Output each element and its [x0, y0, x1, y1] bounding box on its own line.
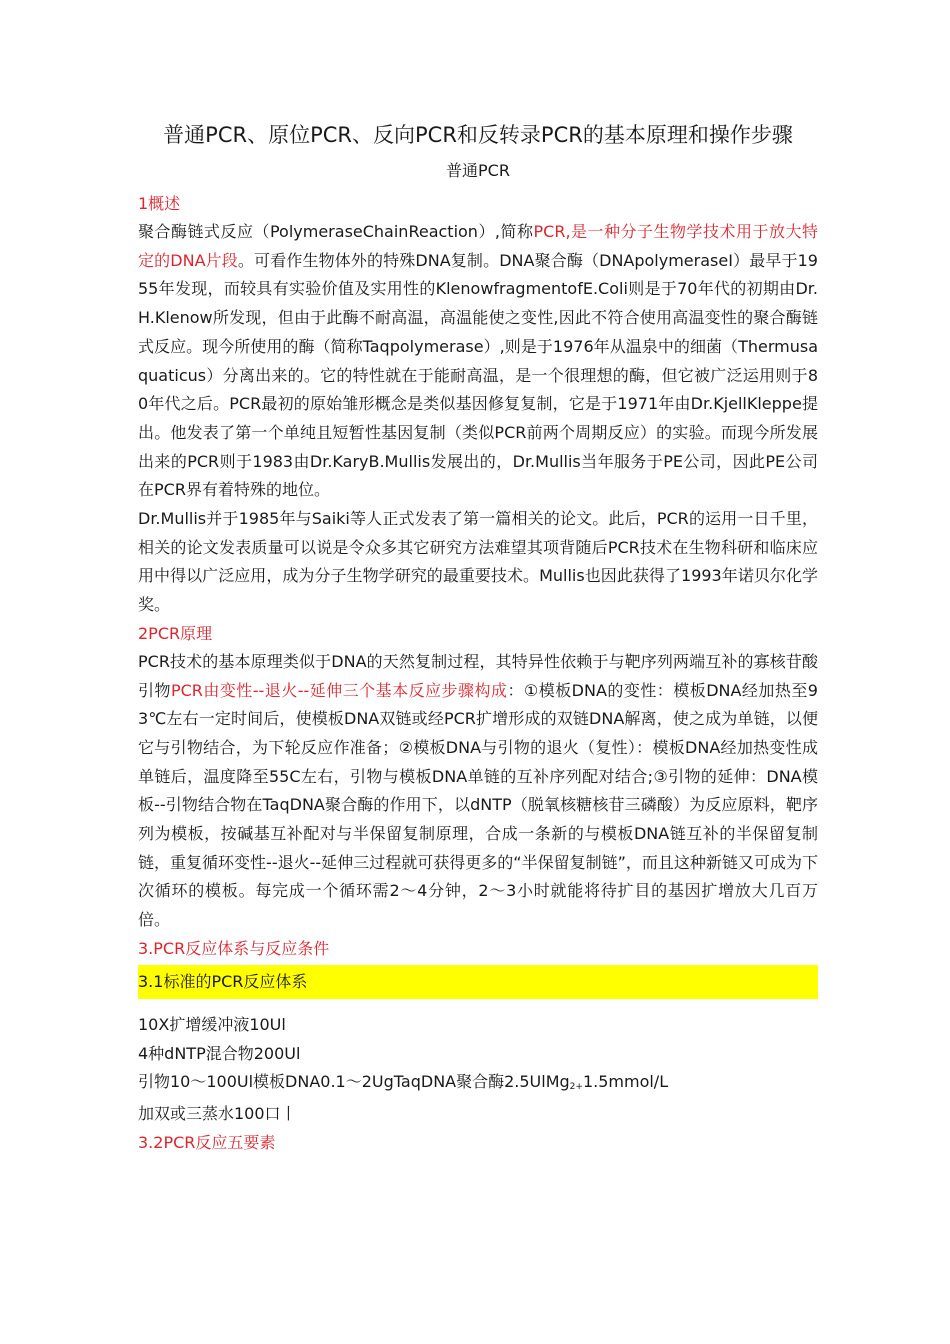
text-span: 聚合酶链式反应（PolymeraseChainReaction）,简称 — [138, 222, 534, 241]
highlight-red-text: PCR由变性--退火--延伸三个基本反应步骤构成 — [170, 680, 508, 700]
heading-principle: 2PCR原理 — [138, 623, 213, 643]
text-span: 1.5mmol/L — [582, 1072, 669, 1092]
paragraph-overview-1 — [138, 218, 818, 505]
reagent-line: 加双或三蒸水100口丨 — [138, 1103, 297, 1123]
highlighted-subheading: 3.1标准的PCR反应体系 — [138, 965, 818, 999]
heading-five-elements: 3.2PCR反应五要素 — [138, 1132, 276, 1152]
highlight-red-text: PCR,是一种分子生物学技术用于放大特定的DNA片段 — [138, 222, 818, 270]
text-span: PCR技术的基本原理类似于DNA的天然复制过程，其特异性依赖于与靶序列两端互补的寡核苷酸引物 — [138, 651, 818, 700]
section-subtitle: 普通PCR — [446, 161, 510, 180]
paragraph-principle — [138, 648, 818, 935]
text-span: ：①模板DNA的变性：模板DNA经加热至93℃左右一定时间后，使模板DNA双链或经PCR扩增形成的双链DNA解离，使之成为单链，以便它与引物结合，为下轮反应作准备；②模板DNA与引物的退火（复性）：模板DNA经加热变性成单链后，温度降至55C左右，引物与模板DNA单链的互补序列配对结合;③引物的延伸：DNA模板--引物结合物在TaqDNA聚合酶的作用下，以dNTP（脱氧核糖核苷三磷酸）为反应原料，靶序列为模板，按碱基互补配对与半保留复制原理，合成一条新的与模板DNA链互补的半保留复制链，重复循环变性--退火--延伸三过程就可获得更多的“半保留复制链”，而且这种新链又可成为下次循环的模板。每完成一个循环需2〜4分钟，2〜3小时就能将待扩目的基因扩增放大几百万倍。 — [138, 680, 818, 930]
text-span: 引物10〜100Ul模板DNA0.1〜2UgTaqDNA聚合酶2.5UlMg — [138, 1072, 570, 1092]
subscript: 2+ — [569, 1082, 583, 1093]
document-page — [138, 118, 818, 1157]
document-title: 普通PCR、原位PCR、反向PCR和反转录PCR的基本原理和操作步骤 — [163, 123, 793, 147]
reagent-line: 4种dNTP混合物200Ul — [138, 1043, 301, 1063]
paragraph-overview-2: Dr.Mullis并于1985年与Saiki等人正式发表了第一篇相关的论文。此后，PCR的运用一日千里，相关的论文发表质量可以说是令众多其它研究方法难望其项背随后PCR技术在生物科研和临床应用中得以广泛应用，成为分子生物学研究的最重要技术。Mullis也因此获得了1993年诺贝尔化学奖。 — [138, 509, 818, 615]
reagent-line: 10X扩增缓冲液10Ul — [138, 1014, 286, 1034]
heading-reaction-system: 3.PCR反应体系与反应条件 — [138, 938, 330, 958]
heading-overview: 1概述 — [138, 194, 181, 213]
text-span: 。可看作生物体外的特殊DNA复制。DNA聚合酶（DNApolymeraseI）最早于1955年发现，而较具有实验价值及实用性的KlenowfragmentofE.Coli则是于70年代的初期由Dr.H.Klenow所发现，但由于此酶不耐高温，高温能使之变性,因此不符合使用高温变性的聚合酶链式反应。现今所使用的酶（简称Taqpolymerase）,则是于1976年从温泉中的细菌（Thermusaquaticus）分离出来的。它的特性就在于能耐高温，是一个很理想的酶，但它被广泛运用则于80年代之后。PCR最初的原始雏形概念是类似基因修复复制，它是于1971年由Dr.KjellKleppe提出。他发表了第一个单纯且短暂性基因复制（类似PCR前两个周期反应）的实验。而现今所发展出来的PCR则于1983由Dr.KaryB.Mullis发展出的，Dr.Mullis当年服务于PE公司，因此PE公司在PCR界有着特殊的地位。 — [138, 250, 818, 500]
spacer — [138, 1003, 818, 1011]
reagent-line — [138, 1068, 818, 1100]
